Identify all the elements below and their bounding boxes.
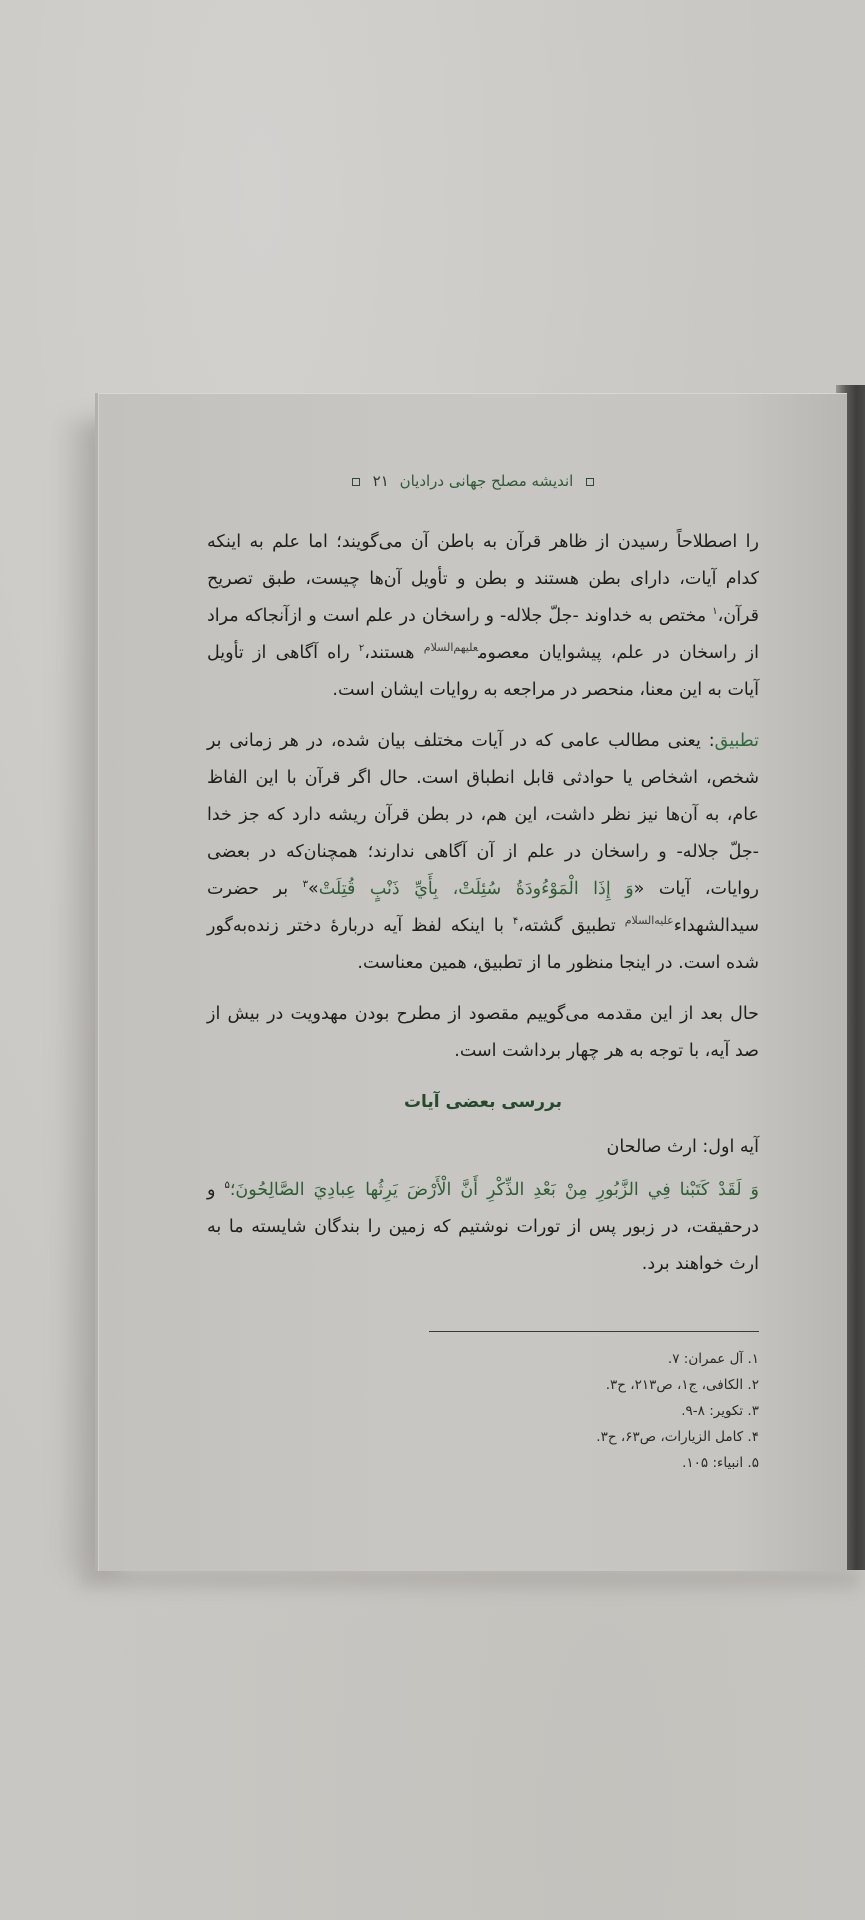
square-ornament-icon <box>352 478 360 486</box>
footnote-ref: ۳ <box>302 879 309 891</box>
body-text <box>207 524 759 1297</box>
paragraph-tatbiq <box>207 723 759 982</box>
paragraph-text: را اصطلاحاً رسیدن از ظاهر قرآن به باطن آن می‌گویند؛ اما علم به اینکه کدام آیات، دارای بطن هستند و بطن و تأویل آن‌ها چیست، طبق تصریح قرآن، <box>207 532 759 626</box>
paragraph-text: راه آگاهی از تأویل آیات به این معنا، منحصر در مراجعه به روایات ایشان است. <box>207 643 759 700</box>
blessing-ligature-icon: علیهم‌السلام <box>423 641 479 655</box>
running-header <box>99 472 847 490</box>
verse-subheading: آیه اول: ارث صالحان <box>606 1137 759 1157</box>
paragraph-text: » <box>308 879 319 899</box>
section-heading: بررسی بعضی آیات <box>403 1092 563 1112</box>
page-shadow-bottom <box>80 1568 860 1588</box>
paragraph-text: تطبیق گشته، <box>518 916 625 936</box>
footnote-item: ۲. الکافی، ج۱، ص۲۱۳، ح۳. <box>605 1377 759 1393</box>
quran-verse: وَ لَقَدْ كَتَبْنا فِي الزَّبُورِ مِنْ بَعْدِ الذِّكْرِ أَنَّ الْأَرْضَ يَرِثُها عِبادِيَ الصَّالِحُونَ؛ <box>229 1180 759 1200</box>
footnote-item: ۴. کامل الزیارات، ص۶۳، ح۳. <box>596 1429 759 1445</box>
footnote-ref: ۲ <box>358 643 365 655</box>
quran-quote: وَ إِذَا الْمَوْءُودَةُ سُئِلَتْ، بِأَيِّ ذَنْبٍ قُتِلَتْ <box>318 879 634 899</box>
paragraph-text: : یعنی مطالب عامی که در آیات مختلف بیان شده، در هر زمانی بر شخص، اشخاص یا حوادثی قابل انطباق است. حال اگر قرآن با این الفاظ عام، به آن‌ها نیز نظر داشت، این هم، در بطن قرآن ریشه دارد که جز خدا -جلّ جلاله- و راسخان در علم از آن آگاهی ندارند؛ همچنان‌که در بعضی روایات، آیات « <box>207 731 759 899</box>
footnote-divider <box>429 1331 759 1332</box>
page-content <box>99 394 847 1571</box>
header-title: اندیشه مصلح جهانی درادیان <box>399 472 574 490</box>
footnote-item: ۳. تکویر: ۸-۹. <box>681 1403 759 1419</box>
footnote-ref: ۱ <box>712 606 718 618</box>
page-number: ۲۱ <box>372 472 389 490</box>
paragraph-text: مختص به خداوند -جلّ جلاله- و راسخان در علم است و ازآنجاکه مراد از راسخان در علم، پیشوایان معصوم <box>207 606 759 663</box>
paragraph-text: هستند، <box>364 643 424 663</box>
paragraph-text: با اینکه لفظ آیه دربارهٔ دختر زنده‌به‌گور شده است. در اینجا منظور ما از تطبیق، همین معناست. <box>207 916 759 973</box>
verse-paragraph <box>207 1172 759 1283</box>
footnotes-list <box>207 1346 759 1476</box>
paragraph-tawil <box>207 524 759 709</box>
footnote-ref: ۵ <box>224 1180 230 1192</box>
book-page <box>98 393 847 1571</box>
footnote-ref: ۴ <box>512 916 519 928</box>
paragraph-conclusion: حال بعد از این مقدمه می‌گوییم مقصود از مطرح بودن مهدویت در بیش از صد آیه، با توجه به هر چهار برداشت است. <box>207 1004 759 1061</box>
footnote-item: ۵. انبیاء: ۱۰۵. <box>682 1455 759 1471</box>
paragraph-text: بر حضرت سیدالشهداء <box>207 879 760 936</box>
footnote-item: ۱. آل عمران: ۷. <box>667 1351 759 1367</box>
term-label: تطبیق <box>714 731 759 751</box>
square-ornament-icon <box>586 478 594 486</box>
blessing-ligature-icon: علیه‌السلام <box>624 914 674 928</box>
verse-translation: و درحقیقت، در زبور پس از تورات نوشتیم که زمین را بندگان شایسته ما به ارث خواهند برد. <box>207 1180 759 1274</box>
